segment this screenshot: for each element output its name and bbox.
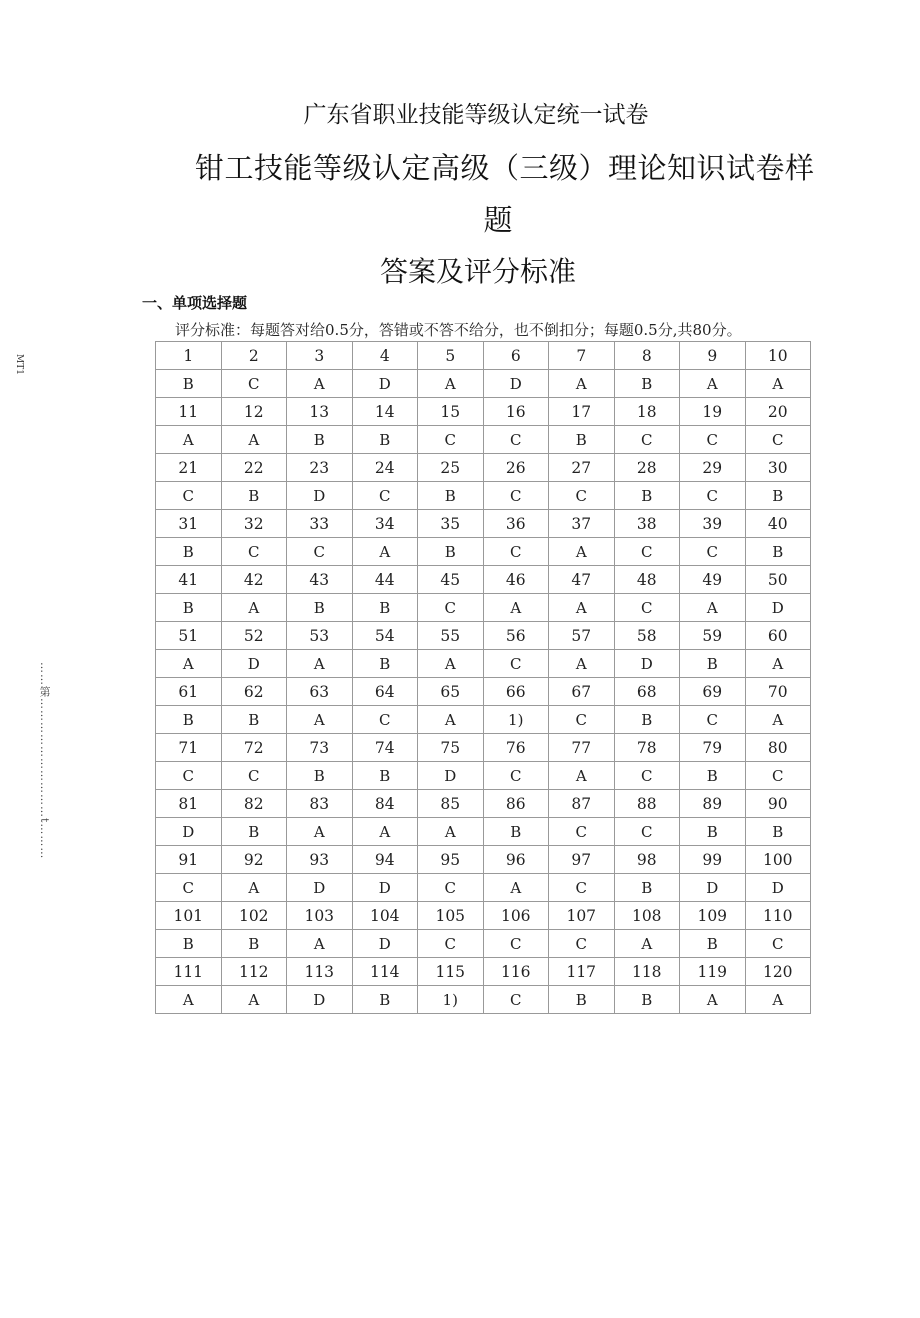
answer-cell: B — [680, 762, 746, 790]
question-number-cell: 28 — [614, 454, 680, 482]
answer-cell: B — [156, 706, 222, 734]
question-number-cell: 60 — [745, 622, 811, 650]
question-number-row — [156, 342, 811, 370]
question-number-row — [156, 566, 811, 594]
question-number-cell: 64 — [352, 678, 418, 706]
answer-cell: A — [221, 986, 287, 1014]
question-number-cell: 47 — [549, 566, 615, 594]
answer-cell: C — [614, 818, 680, 846]
answer-cell: A — [156, 426, 222, 454]
question-number-cell: 112 — [221, 958, 287, 986]
question-number-cell: 16 — [483, 398, 549, 426]
question-number-cell: 20 — [745, 398, 811, 426]
question-number-cell: 92 — [221, 846, 287, 874]
question-number-cell: 14 — [352, 398, 418, 426]
question-number-cell: 41 — [156, 566, 222, 594]
answer-cell: C — [483, 930, 549, 958]
question-number-row — [156, 734, 811, 762]
question-number-cell: 78 — [614, 734, 680, 762]
answer-row — [156, 426, 811, 454]
answer-cell: C — [221, 370, 287, 398]
question-number-cell: 120 — [745, 958, 811, 986]
question-number-cell: 21 — [156, 454, 222, 482]
question-number-cell: 74 — [352, 734, 418, 762]
answer-cell: A — [549, 594, 615, 622]
answer-cell: B — [680, 650, 746, 678]
binding-line: ……第…………………………t……… — [38, 662, 51, 860]
question-number-cell: 111 — [156, 958, 222, 986]
answer-cell: A — [352, 538, 418, 566]
answer-cell: A — [614, 930, 680, 958]
answer-cell: A — [549, 650, 615, 678]
answer-cell: C — [352, 482, 418, 510]
answer-cell: D — [745, 874, 811, 902]
question-number-cell: 59 — [680, 622, 746, 650]
question-number-cell: 97 — [549, 846, 615, 874]
question-number-cell: 24 — [352, 454, 418, 482]
question-number-cell: 13 — [287, 398, 353, 426]
question-number-cell: 86 — [483, 790, 549, 818]
question-number-cell: 103 — [287, 902, 353, 930]
question-number-cell: 68 — [614, 678, 680, 706]
answer-table — [155, 341, 811, 1014]
question-number-cell: 44 — [352, 566, 418, 594]
answer-cell: D — [287, 482, 353, 510]
question-number-cell: 23 — [287, 454, 353, 482]
answer-cell: A — [745, 650, 811, 678]
question-number-cell: 80 — [745, 734, 811, 762]
answer-cell: A — [287, 818, 353, 846]
answer-cell: C — [483, 986, 549, 1014]
question-number-cell: 70 — [745, 678, 811, 706]
question-number-cell: 54 — [352, 622, 418, 650]
answer-cell: A — [287, 650, 353, 678]
question-number-cell: 56 — [483, 622, 549, 650]
question-number-cell: 22 — [221, 454, 287, 482]
answer-row — [156, 370, 811, 398]
question-number-cell: 29 — [680, 454, 746, 482]
answer-cell: D — [287, 986, 353, 1014]
question-number-cell: 79 — [680, 734, 746, 762]
answer-cell: C — [418, 874, 484, 902]
question-number-cell: 63 — [287, 678, 353, 706]
answer-cell: C — [221, 762, 287, 790]
answer-cell: C — [483, 482, 549, 510]
answer-cell: B — [549, 426, 615, 454]
question-number-cell: 113 — [287, 958, 353, 986]
answer-cell: A — [680, 370, 746, 398]
question-number-cell: 2 — [221, 342, 287, 370]
question-number-row — [156, 958, 811, 986]
answer-cell: C — [549, 818, 615, 846]
answer-cell: B — [287, 594, 353, 622]
question-number-cell: 26 — [483, 454, 549, 482]
question-number-cell: 48 — [614, 566, 680, 594]
question-number-cell: 1 — [156, 342, 222, 370]
answer-cell: A — [287, 930, 353, 958]
exam-subject-title-cont: 题 — [483, 203, 513, 237]
question-number-cell: 84 — [352, 790, 418, 818]
answer-cell: C — [483, 650, 549, 678]
answer-cell: B — [156, 594, 222, 622]
answer-cell: C — [549, 482, 615, 510]
answer-cell: A — [745, 986, 811, 1014]
question-number-cell: 46 — [483, 566, 549, 594]
question-number-cell: 33 — [287, 510, 353, 538]
question-number-cell: 11 — [156, 398, 222, 426]
answer-row — [156, 482, 811, 510]
answer-cell: A — [549, 538, 615, 566]
answer-row — [156, 986, 811, 1014]
question-number-cell: 90 — [745, 790, 811, 818]
answer-cell: A — [221, 594, 287, 622]
question-number-cell: 100 — [745, 846, 811, 874]
question-number-cell: 72 — [221, 734, 287, 762]
answer-cell: A — [287, 370, 353, 398]
question-number-cell: 77 — [549, 734, 615, 762]
question-number-row — [156, 454, 811, 482]
question-number-cell: 69 — [680, 678, 746, 706]
question-number-cell: 88 — [614, 790, 680, 818]
answer-cell: C — [680, 482, 746, 510]
answer-cell: C — [745, 762, 811, 790]
section-heading: 一、单项选择题 — [142, 294, 248, 312]
question-number-cell: 9 — [680, 342, 746, 370]
question-number-cell: 99 — [680, 846, 746, 874]
question-number-cell: 91 — [156, 846, 222, 874]
question-number-cell: 119 — [680, 958, 746, 986]
question-number-cell: 52 — [221, 622, 287, 650]
question-number-cell: 76 — [483, 734, 549, 762]
answer-cell: B — [614, 482, 680, 510]
answer-row — [156, 818, 811, 846]
question-number-cell: 106 — [483, 902, 549, 930]
answer-cell: B — [221, 706, 287, 734]
answer-cell: B — [352, 594, 418, 622]
answer-cell: B — [614, 874, 680, 902]
answer-cell: B — [680, 930, 746, 958]
answer-cell: C — [483, 426, 549, 454]
question-number-cell: 32 — [221, 510, 287, 538]
question-number-cell: 40 — [745, 510, 811, 538]
scoring-criteria: 评分标准：每题答对给0.5分，答错或不答不给分，也不倒扣分；每题0.5分,共80分。 — [175, 321, 742, 339]
question-number-row — [156, 678, 811, 706]
answer-cell: C — [549, 930, 615, 958]
question-number-row — [156, 846, 811, 874]
question-number-cell: 38 — [614, 510, 680, 538]
question-number-cell: 57 — [549, 622, 615, 650]
answer-cell: 1) — [418, 986, 484, 1014]
question-number-cell: 87 — [549, 790, 615, 818]
question-number-cell: 53 — [287, 622, 353, 650]
question-number-cell: 96 — [483, 846, 549, 874]
answer-cell: C — [614, 426, 680, 454]
question-number-cell: 5 — [418, 342, 484, 370]
answer-cell: B — [221, 818, 287, 846]
answer-row — [156, 594, 811, 622]
answer-row — [156, 650, 811, 678]
question-number-cell: 31 — [156, 510, 222, 538]
answer-cell: C — [614, 762, 680, 790]
question-number-cell: 71 — [156, 734, 222, 762]
question-number-cell: 6 — [483, 342, 549, 370]
question-number-cell: 93 — [287, 846, 353, 874]
question-number-cell: 110 — [745, 902, 811, 930]
answer-cell: A — [156, 650, 222, 678]
question-number-cell: 39 — [680, 510, 746, 538]
question-number-cell: 51 — [156, 622, 222, 650]
answer-cell: C — [483, 762, 549, 790]
question-number-cell: 115 — [418, 958, 484, 986]
answer-cell: A — [680, 986, 746, 1014]
answer-cell: B — [352, 762, 418, 790]
answer-row — [156, 762, 811, 790]
question-number-cell: 36 — [483, 510, 549, 538]
question-number-cell: 81 — [156, 790, 222, 818]
answer-key-title: 答案及评分标准 — [379, 255, 576, 288]
question-number-cell: 83 — [287, 790, 353, 818]
answer-cell: D — [418, 762, 484, 790]
question-number-cell: 7 — [549, 342, 615, 370]
answer-cell: B — [745, 818, 811, 846]
question-number-cell: 17 — [549, 398, 615, 426]
question-number-cell: 25 — [418, 454, 484, 482]
question-number-row — [156, 398, 811, 426]
question-number-cell: 58 — [614, 622, 680, 650]
question-number-cell: 66 — [483, 678, 549, 706]
question-number-cell: 95 — [418, 846, 484, 874]
question-number-cell: 43 — [287, 566, 353, 594]
question-number-cell: 67 — [549, 678, 615, 706]
question-number-cell: 109 — [680, 902, 746, 930]
margin-label: MT1 — [14, 354, 24, 375]
answer-cell: A — [483, 874, 549, 902]
question-number-cell: 18 — [614, 398, 680, 426]
answer-row — [156, 930, 811, 958]
answer-cell: B — [680, 818, 746, 846]
question-number-cell: 82 — [221, 790, 287, 818]
answer-cell: D — [483, 370, 549, 398]
question-number-cell: 65 — [418, 678, 484, 706]
answer-cell: B — [352, 650, 418, 678]
answer-cell: D — [221, 650, 287, 678]
answer-cell: C — [221, 538, 287, 566]
answer-cell: A — [418, 370, 484, 398]
answer-cell: A — [680, 594, 746, 622]
answer-cell: B — [614, 986, 680, 1014]
answer-cell: A — [156, 986, 222, 1014]
answer-row — [156, 538, 811, 566]
question-number-cell: 4 — [352, 342, 418, 370]
answer-cell: D — [156, 818, 222, 846]
question-number-cell: 45 — [418, 566, 484, 594]
question-number-cell: 117 — [549, 958, 615, 986]
question-number-cell: 37 — [549, 510, 615, 538]
answer-cell: C — [680, 706, 746, 734]
question-number-cell: 50 — [745, 566, 811, 594]
answer-cell: 1) — [483, 706, 549, 734]
answer-cell: C — [549, 874, 615, 902]
question-number-cell: 102 — [221, 902, 287, 930]
answer-cell: A — [745, 370, 811, 398]
answer-cell: B — [418, 538, 484, 566]
answer-cell: B — [352, 986, 418, 1014]
question-number-cell: 27 — [549, 454, 615, 482]
question-number-cell: 15 — [418, 398, 484, 426]
answer-cell: B — [418, 482, 484, 510]
answer-cell: A — [483, 594, 549, 622]
answer-cell: D — [614, 650, 680, 678]
answer-cell: B — [221, 482, 287, 510]
question-number-cell: 107 — [549, 902, 615, 930]
answer-cell: C — [680, 426, 746, 454]
question-number-cell: 85 — [418, 790, 484, 818]
answer-cell: C — [287, 538, 353, 566]
answer-cell: B — [156, 370, 222, 398]
question-number-cell: 101 — [156, 902, 222, 930]
question-number-row — [156, 790, 811, 818]
question-number-cell: 116 — [483, 958, 549, 986]
question-number-cell: 19 — [680, 398, 746, 426]
answer-cell: B — [745, 482, 811, 510]
answer-cell: D — [352, 874, 418, 902]
answer-cell: D — [352, 930, 418, 958]
answer-cell: C — [745, 426, 811, 454]
answer-cell: D — [745, 594, 811, 622]
answer-cell: A — [418, 706, 484, 734]
question-number-cell: 42 — [221, 566, 287, 594]
question-number-row — [156, 902, 811, 930]
answer-cell: B — [287, 426, 353, 454]
answer-cell: B — [745, 538, 811, 566]
question-number-cell: 75 — [418, 734, 484, 762]
question-number-cell: 30 — [745, 454, 811, 482]
question-number-cell: 8 — [614, 342, 680, 370]
answer-cell: A — [418, 818, 484, 846]
question-number-cell: 114 — [352, 958, 418, 986]
answer-cell: C — [614, 538, 680, 566]
question-number-cell: 108 — [614, 902, 680, 930]
answer-cell: A — [418, 650, 484, 678]
answer-cell: D — [680, 874, 746, 902]
answer-cell: C — [745, 930, 811, 958]
answer-cell: C — [352, 706, 418, 734]
question-number-cell: 98 — [614, 846, 680, 874]
question-number-cell: 94 — [352, 846, 418, 874]
answer-cell: B — [156, 538, 222, 566]
answer-cell: C — [680, 538, 746, 566]
answer-cell: C — [156, 482, 222, 510]
question-number-cell: 10 — [745, 342, 811, 370]
answer-cell: A — [745, 706, 811, 734]
question-number-cell: 34 — [352, 510, 418, 538]
question-number-cell: 49 — [680, 566, 746, 594]
question-number-cell: 73 — [287, 734, 353, 762]
answer-cell: C — [418, 594, 484, 622]
answer-cell: A — [221, 426, 287, 454]
exam-authority-title: 广东省职业技能等级认定统一试卷 — [303, 102, 649, 128]
answer-cell: A — [287, 706, 353, 734]
answer-cell: B — [221, 930, 287, 958]
answer-row — [156, 706, 811, 734]
answer-row — [156, 874, 811, 902]
answer-cell: C — [483, 538, 549, 566]
answer-cell: D — [352, 370, 418, 398]
question-number-cell: 3 — [287, 342, 353, 370]
answer-cell: C — [418, 426, 484, 454]
answer-cell: B — [483, 818, 549, 846]
answer-cell: B — [287, 762, 353, 790]
question-number-row — [156, 622, 811, 650]
answer-cell: D — [287, 874, 353, 902]
answer-cell: B — [156, 930, 222, 958]
answer-cell: C — [156, 874, 222, 902]
answer-cell: B — [614, 370, 680, 398]
question-number-cell: 104 — [352, 902, 418, 930]
question-number-cell: 55 — [418, 622, 484, 650]
question-number-row — [156, 510, 811, 538]
answer-cell: A — [549, 370, 615, 398]
answer-cell: B — [614, 706, 680, 734]
question-number-cell: 118 — [614, 958, 680, 986]
answer-cell: A — [549, 762, 615, 790]
answer-cell: A — [221, 874, 287, 902]
answer-cell: C — [549, 706, 615, 734]
question-number-cell: 62 — [221, 678, 287, 706]
answer-cell: B — [352, 426, 418, 454]
answer-cell: C — [418, 930, 484, 958]
question-number-cell: 35 — [418, 510, 484, 538]
answer-cell: A — [352, 818, 418, 846]
question-number-cell: 105 — [418, 902, 484, 930]
answer-cell: C — [156, 762, 222, 790]
exam-subject-title: 钳工技能等级认定高级（三级）理论知识试卷样 — [195, 151, 815, 185]
answer-cell: C — [614, 594, 680, 622]
question-number-cell: 12 — [221, 398, 287, 426]
question-number-cell: 61 — [156, 678, 222, 706]
answer-cell: B — [549, 986, 615, 1014]
question-number-cell: 89 — [680, 790, 746, 818]
